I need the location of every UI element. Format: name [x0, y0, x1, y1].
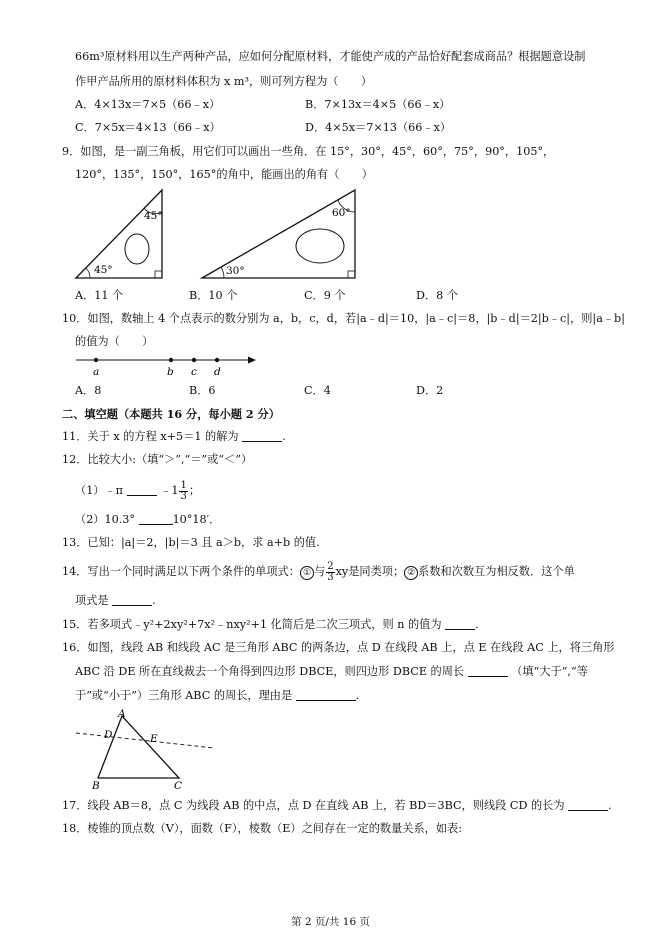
q10-line1: 10．如图，数轴上 4 个点表示的数分别为 a，b，c，d，若|a﹣d|＝10，|a﹣c|＝8，|b﹣d|＝2|b﹣c|，则|a﹣b| [62, 312, 625, 325]
q17-text: 17．线段 AB＝8，点 C 为线段 AB 的中点，点 D 在直线 AB 上，若 BD＝3BC，则线段 CD 的长为 [62, 799, 565, 812]
set-square-45-top-angle: 45° [144, 210, 163, 222]
q16-compare-blank[interactable] [468, 665, 508, 677]
section-fill-in-heading: 二、填空题（本题共 16 分，每小题 2 分） [62, 407, 280, 421]
q12-part2-blank[interactable] [139, 513, 173, 525]
q14-line2-text: 项式是 [75, 594, 109, 607]
triangle-label-e: E [150, 733, 158, 745]
q9-line2: 120°，135°，150°，165°的角中，能画出的角有（ ） [75, 168, 373, 181]
q12-part1-semicolon: ； [188, 484, 201, 497]
q12-fraction-denominator: 3 [180, 490, 187, 502]
number-line-point-c [192, 358, 196, 362]
triangle-label-a: A [118, 708, 126, 720]
q16-line2 [75, 665, 588, 679]
q15 [62, 618, 479, 632]
q14-condition-2-marker: ② [404, 566, 418, 580]
q17 [62, 799, 612, 813]
q16-line3 [75, 689, 359, 703]
q14-answer-blank[interactable] [112, 594, 152, 606]
q15-answer-blank[interactable] [445, 618, 475, 630]
q14-fraction-denominator: 3 [327, 571, 334, 583]
number-line-label-d: d [214, 366, 221, 378]
triangle-label-d: D [104, 729, 113, 741]
q16-reason-blank[interactable] [296, 689, 356, 701]
q16-line1: 16．如图，线段 AB 和线段 AC 是三角形 ABC 的两条边，点 D 在线段 AB 上，点 E 在线段 AC 上，将三角形 [62, 641, 615, 654]
q10-line2: 的值为（ ） [75, 335, 154, 348]
q10-option-b: B．6 [189, 384, 216, 397]
q18: 18．棱锥的顶点数（V），面数（F），棱数（E）之间存在一定的数量关系，如表: [62, 822, 463, 835]
q8-option-b: B．7×13x＝4×5（66﹣x） [305, 98, 451, 111]
number-line-figure [74, 350, 264, 378]
q12-part1-fraction [179, 481, 187, 502]
q8-option-d: D．4×5x＝7×13（66﹣x） [305, 121, 452, 134]
q10-option-d: D．2 [416, 384, 444, 397]
q10-option-a: A．8 [75, 384, 102, 397]
number-line-point-a [94, 358, 98, 362]
triangle-label-b: B [92, 780, 100, 792]
set-square-30-angle: 30° [226, 265, 245, 277]
q16-line3-text: 于”或“小于”）三角形 ABC 的周长，理由是 [75, 689, 293, 702]
q12-part1 [75, 478, 200, 504]
q14-line2 [75, 594, 156, 608]
page-footer: 第 2 页/共 16 页 [291, 916, 370, 928]
set-square-45-bottom-angle: 45° [94, 264, 113, 276]
number-line-label-b: b [167, 366, 174, 378]
q16-period: . [355, 689, 360, 702]
q12-part2 [75, 513, 220, 527]
q12-part2-angle: 10°18′． [172, 513, 221, 526]
q8-line1: 66m³原材料用以生产两种产品，应如何分配原材料，才能使产成的产品恰好配套成商品？根据题意设制 [75, 50, 586, 63]
q12-line1: 12．比较大小:（填“＞”,“＝”或“＜”） [62, 453, 253, 466]
q14-line1 [62, 560, 575, 584]
q15-period: . [475, 618, 479, 631]
q13: 13．已知：|a|＝2，|b|＝3 且 a＞b，求 a+b 的值. [62, 536, 320, 549]
q14-fraction [326, 562, 334, 583]
q9-option-c: C．9 个 [304, 289, 346, 302]
q8-line2: 作甲产品所用的原材料体积为 x m³，则可列方程为（ ） [75, 75, 373, 88]
q14-with: 与 [314, 565, 326, 578]
q14-fraction-numerator: 2 [327, 560, 334, 572]
q12-part1-whole: ﹣1 [160, 484, 179, 497]
q9-option-d: D．8 个 [416, 289, 459, 302]
q16-line2-tail: （填“大于”,“等 [511, 665, 588, 678]
q17-period: . [608, 799, 612, 812]
q14-period: . [152, 594, 156, 607]
q15-text: 15．若多项式﹣y²+2xy²+7x²﹣nxy²+1 化简后是二次三项式，则 n 的值为 [62, 618, 442, 631]
number-line-point-b [169, 358, 173, 362]
q17-answer-blank[interactable] [568, 799, 608, 811]
set-square-60-angle: 60° [332, 207, 351, 219]
q14-condition-1-marker: ① [300, 566, 314, 580]
triangle-label-c: C [174, 780, 183, 792]
q14-condition-2-text: 系数和次数互为相反数．这个单 [418, 565, 575, 578]
q12-fraction-numerator: 1 [180, 479, 187, 491]
number-line-label-c: c [191, 366, 197, 378]
q8-option-a: A．4×13x＝7×5（66﹣x） [75, 98, 221, 111]
set-square-30-60-figure [200, 188, 360, 280]
triangle-abc-figure [74, 708, 224, 793]
set-square-45-figure [74, 188, 184, 280]
q11-text: 11．关于 x 的方程 x+5＝1 的解为 [62, 430, 239, 443]
q12-part2-text: （2）10.3° [75, 513, 135, 526]
q12-part1-blank[interactable] [127, 484, 157, 496]
number-line-label-a: a [93, 366, 100, 378]
q10-option-c: C．4 [304, 384, 331, 397]
q12-part1-text: （1）﹣π [75, 484, 124, 497]
q14-like-terms: xy是同类项； [335, 565, 405, 578]
number-line-point-d [215, 358, 219, 362]
q8-option-c: C．7×5x＝4×13（66﹣x） [75, 121, 221, 134]
q9-option-b: B．10 个 [189, 289, 238, 302]
q11-period: . [282, 430, 286, 443]
q16-line2-text: ABC 沿 DE 所在直线裁去一个角得到四边形 DBCE，则四边形 DBCE 的周长 [75, 665, 465, 678]
q9-line1: 9．如图，是一副三角板，用它们可以画出一些角．在 15°，30°，45°，60°，75°，90°，105°， [62, 145, 555, 158]
q11 [62, 430, 286, 444]
q14-text: 14．写出一个同时满足以下两个条件的单项式： [62, 565, 300, 578]
q11-answer-blank[interactable] [242, 430, 282, 442]
q9-option-a: A．11 个 [75, 289, 124, 302]
